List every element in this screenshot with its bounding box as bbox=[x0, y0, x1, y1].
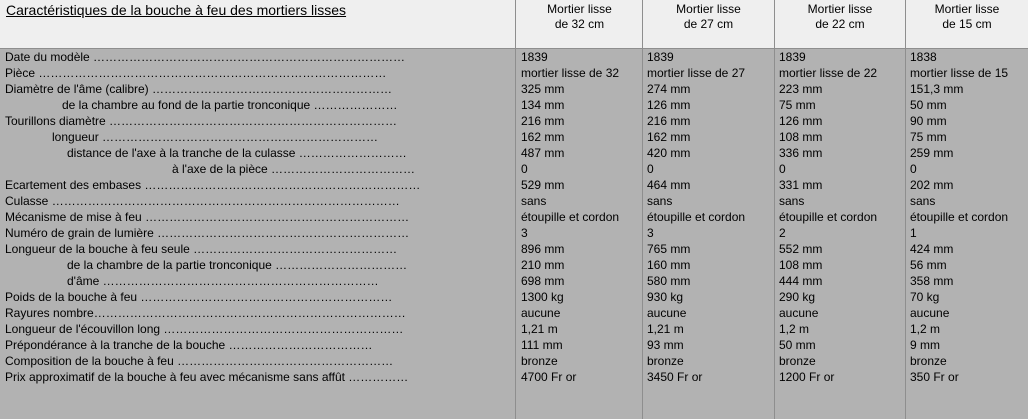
column-header-22 bbox=[775, 2, 905, 32]
column-header-27 bbox=[643, 2, 774, 32]
table-cell: 336 mm bbox=[779, 146, 823, 160]
table-cell: 1839 bbox=[779, 50, 806, 64]
table-cell: 350 Fr or bbox=[910, 370, 959, 384]
table-cell: 50 mm bbox=[910, 98, 947, 112]
table-cell: 223 mm bbox=[779, 82, 823, 96]
table-cell: 162 mm bbox=[521, 130, 565, 144]
row-label: de la chambre au fond de la partie tronconique ………………… bbox=[62, 98, 398, 112]
table-cell: mortier lisse de 22 bbox=[779, 66, 878, 80]
table-row bbox=[0, 369, 1028, 385]
row-label: Diamètre de l'âme (calibre) …………………………………………………… bbox=[5, 82, 393, 96]
table-cell: 331 mm bbox=[779, 178, 823, 192]
table-row bbox=[0, 305, 1028, 321]
table-cell: sans bbox=[779, 194, 805, 208]
table-row bbox=[0, 81, 1028, 97]
table-row bbox=[0, 241, 1028, 257]
row-label: d'âme …………………………………………………………… bbox=[67, 274, 379, 288]
table-row bbox=[0, 65, 1028, 81]
row-label: Culasse …………………………………………………………………………… bbox=[5, 194, 400, 208]
table-cell: 0 bbox=[521, 162, 528, 176]
row-label: Rayures nombre…………………………………………………………………… bbox=[5, 306, 406, 320]
table-cell: aucune bbox=[910, 306, 950, 320]
table-cell: 1,21 m bbox=[521, 322, 558, 336]
table-cell: 698 mm bbox=[521, 274, 565, 288]
table-cell: 552 mm bbox=[779, 242, 823, 256]
table-title: Caractéristiques de la bouche à feu des mortiers lisses bbox=[6, 2, 347, 18]
table-cell: 56 mm bbox=[910, 258, 947, 272]
table-cell: sans bbox=[521, 194, 547, 208]
row-label: Tourillons diamètre ……………………………………………………………… bbox=[5, 114, 398, 128]
table-cell: aucune bbox=[647, 306, 687, 320]
column-header-15 bbox=[906, 2, 1028, 32]
table-cell: 290 kg bbox=[779, 290, 816, 304]
table-cell: aucune bbox=[521, 306, 561, 320]
row-label: Prix approximatif de la bouche à feu avec mécanisme sans affût …………… bbox=[5, 370, 409, 384]
column-header-line1: Mortier lisse bbox=[547, 2, 612, 16]
table-row bbox=[0, 193, 1028, 209]
table-cell: 1200 Fr or bbox=[779, 370, 835, 384]
table-cell: 464 mm bbox=[647, 178, 691, 192]
column-header-line1: Mortier lisse bbox=[807, 2, 873, 16]
table-cell: 202 mm bbox=[910, 178, 954, 192]
column-header-line2: de 15 cm bbox=[942, 17, 992, 31]
table-cell: 162 mm bbox=[647, 130, 691, 144]
table-row bbox=[0, 289, 1028, 305]
table-cell: bronze bbox=[779, 354, 816, 368]
table-cell: mortier lisse de 32 bbox=[521, 66, 620, 80]
table-cell: 487 mm bbox=[521, 146, 565, 160]
table-row bbox=[0, 113, 1028, 129]
table-row bbox=[0, 49, 1028, 65]
table-cell: 1,21 m bbox=[647, 322, 684, 336]
table-row bbox=[0, 273, 1028, 289]
column-header-line1: Mortier lisse bbox=[934, 2, 1000, 16]
table-cell: 50 mm bbox=[779, 338, 816, 352]
table-cell: 3 bbox=[521, 226, 528, 240]
table-cell: 111 mm bbox=[521, 338, 563, 352]
table-cell: 420 mm bbox=[647, 146, 691, 160]
column-header-line2: de 32 cm bbox=[554, 17, 605, 31]
row-label: Prépondérance à la tranche de la bouche ……………………………… bbox=[5, 338, 373, 352]
table-cell: 160 mm bbox=[647, 258, 691, 272]
table-cell: bronze bbox=[910, 354, 947, 368]
table-cell: 134 mm bbox=[521, 98, 565, 112]
table-cell: 75 mm bbox=[910, 130, 947, 144]
table-row bbox=[0, 97, 1028, 113]
row-label: Mécanisme de mise à feu ………………………………………………………… bbox=[5, 210, 410, 224]
table-cell: 580 mm bbox=[647, 274, 691, 288]
table-cell: 0 bbox=[779, 162, 786, 176]
table-cell: 444 mm bbox=[779, 274, 823, 288]
table-cell: étoupille et cordon bbox=[521, 210, 620, 224]
table-cell: 9 mm bbox=[910, 338, 940, 352]
table-row bbox=[0, 129, 1028, 145]
table-cell: 151,3 mm bbox=[910, 82, 964, 96]
table-cell: 4700 Fr or bbox=[521, 370, 577, 384]
table-row bbox=[0, 145, 1028, 161]
row-label: de la chambre de la partie tronconique …………………………… bbox=[67, 258, 408, 272]
table-cell: 1 bbox=[910, 226, 917, 240]
table-cell: 1,2 m bbox=[910, 322, 941, 336]
table-row bbox=[0, 161, 1028, 177]
table-cell: bronze bbox=[647, 354, 684, 368]
row-label: distance de l'axe à la tranche de la culasse ……………………… bbox=[67, 146, 407, 160]
row-label: Longueur de la bouche à feu seule …………………………………………… bbox=[5, 242, 398, 256]
row-label: Date du modèle …………………………………………………………………… bbox=[5, 50, 406, 64]
table-cell: 70 kg bbox=[910, 290, 940, 304]
table-cell: 210 mm bbox=[521, 258, 565, 272]
table-cell: 0 bbox=[910, 162, 917, 176]
table-cell: 765 mm bbox=[647, 242, 691, 256]
table-cell: étoupille et cordon bbox=[647, 210, 746, 224]
row-label: Poids de la bouche à feu ……………………………………………………… bbox=[5, 290, 393, 304]
row-label: Composition de la bouche à feu ……………………………………………… bbox=[5, 354, 394, 368]
table-cell: 108 mm bbox=[779, 130, 823, 144]
column-header-line2: de 27 cm bbox=[683, 17, 734, 31]
table-cell: 274 mm bbox=[647, 82, 691, 96]
table-cell: étoupille et cordon bbox=[910, 210, 1009, 224]
table-cell: sans bbox=[647, 194, 673, 208]
table-cell: 216 mm bbox=[521, 114, 565, 128]
table-cell: 2 bbox=[779, 226, 786, 240]
row-label: Ecartement des embases …………………………………………………………… bbox=[5, 178, 421, 192]
table-cell: 108 mm bbox=[779, 258, 823, 272]
row-label: Longueur de l'écouvillon long …………………………………………………… bbox=[5, 322, 404, 336]
table-cell: 1838 bbox=[910, 50, 937, 64]
table-cell: 529 mm bbox=[521, 178, 565, 192]
row-label: Pièce …………………………………………………………………………… bbox=[5, 66, 387, 80]
table-cell: 325 mm bbox=[521, 82, 565, 96]
table-cell: 259 mm bbox=[910, 146, 954, 160]
table-cell: 216 mm bbox=[647, 114, 691, 128]
column-header-32 bbox=[517, 2, 642, 32]
table-cell: 126 mm bbox=[779, 114, 823, 128]
table-cell: sans bbox=[910, 194, 936, 208]
row-label: Numéro de grain de lumière ……………………………………………………… bbox=[5, 226, 410, 240]
table-cell: étoupille et cordon bbox=[779, 210, 878, 224]
table-cell: 1839 bbox=[647, 50, 674, 64]
table-cell: mortier lisse de 15 bbox=[910, 66, 1009, 80]
row-label: longueur …………………………………………………………… bbox=[52, 130, 379, 144]
column-header-line1: Mortier lisse bbox=[676, 2, 741, 16]
table-cell: aucune bbox=[779, 306, 819, 320]
table-cell: 90 mm bbox=[910, 114, 947, 128]
table-cell: 93 mm bbox=[647, 338, 684, 352]
table-row bbox=[0, 209, 1028, 225]
table-cell: 3 bbox=[647, 226, 654, 240]
table-cell: 1300 kg bbox=[521, 290, 564, 304]
table-row bbox=[0, 257, 1028, 273]
table-cell: 1839 bbox=[521, 50, 548, 64]
table-row bbox=[0, 177, 1028, 193]
table-cell: 930 kg bbox=[647, 290, 684, 304]
row-label: à l'axe de la pièce ……………………………… bbox=[172, 162, 416, 176]
table-row bbox=[0, 321, 1028, 337]
table-cell: mortier lisse de 27 bbox=[647, 66, 746, 80]
column-header-line2: de 22 cm bbox=[815, 17, 865, 31]
table-cell: 75 mm bbox=[779, 98, 816, 112]
table-cell: bronze bbox=[521, 354, 558, 368]
table-row bbox=[0, 337, 1028, 353]
table-header bbox=[0, 0, 1028, 49]
table-cell: 896 mm bbox=[521, 242, 565, 256]
table-cell: 358 mm bbox=[910, 274, 954, 288]
table-cell: 3450 Fr or bbox=[647, 370, 703, 384]
table-cell: 1,2 m bbox=[779, 322, 810, 336]
table-cell: 424 mm bbox=[910, 242, 954, 256]
table-row bbox=[0, 353, 1028, 369]
table-cell: 0 bbox=[647, 162, 654, 176]
table-cell: 126 mm bbox=[647, 98, 691, 112]
table-row bbox=[0, 225, 1028, 241]
